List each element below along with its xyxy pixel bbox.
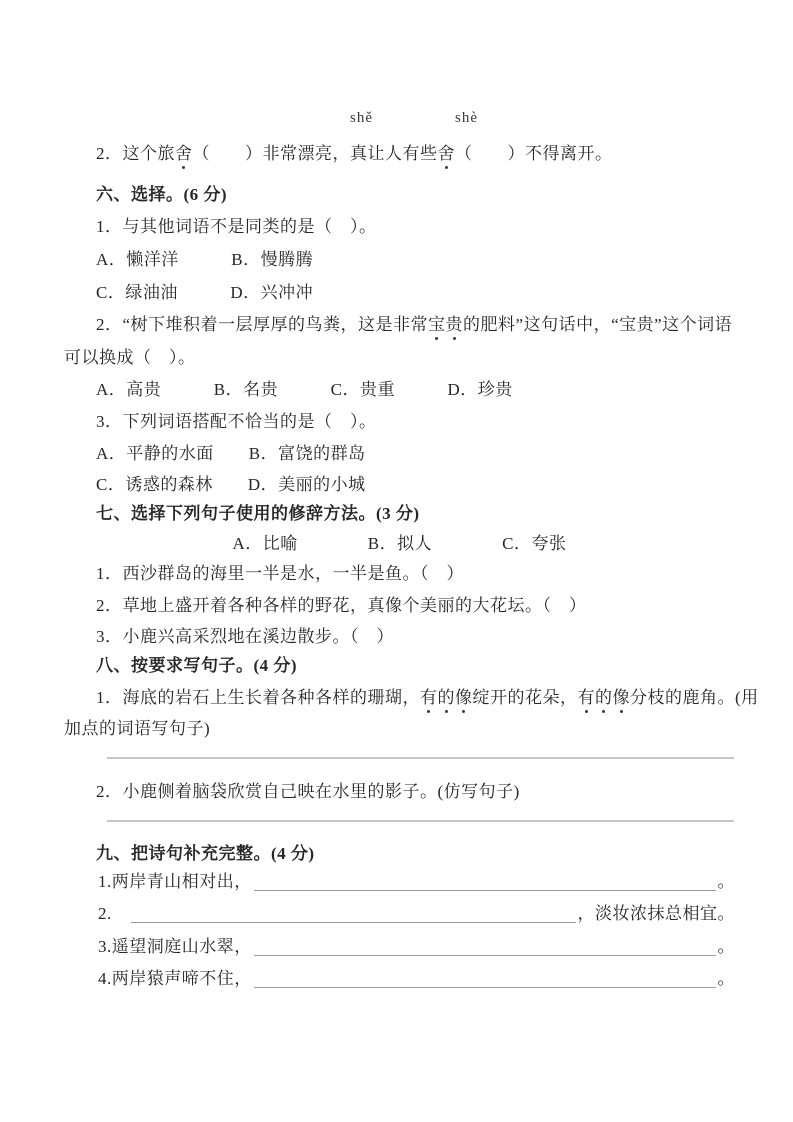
- section6-q2-options: A．高贵 B．名贵 C．贵重 D．珍贵: [96, 380, 513, 399]
- text-segment: （ ）非常漂亮，真让人有些: [192, 144, 438, 163]
- text-segment: 2．“树下堆积着一层厚厚的鸟粪，这是非常: [96, 315, 429, 334]
- section6-q3-options-ab: A．平静的水面 B．富饶的群岛: [96, 444, 366, 463]
- pinyin-annotation-she4: shè: [455, 110, 478, 126]
- pinyin-annotation-she3: shě: [350, 110, 373, 126]
- poem-lead: 4.两岸猿声啼不住，: [98, 969, 252, 988]
- poem-tail: ，淡妆浓抹总相宜。: [577, 904, 735, 923]
- poem-tail: 。: [717, 872, 735, 891]
- poem-tail: 。: [717, 937, 735, 956]
- answer-writing-line-2: [107, 820, 734, 822]
- dotted-phrase-youdexiang-2: 有的像: [577, 688, 630, 707]
- section6-question2-line2: 可以换成（ ）。: [64, 348, 196, 367]
- text-segment: 分枝的鹿角。(用: [630, 688, 759, 707]
- dotted-char-she-2: 舍: [437, 144, 455, 163]
- section9-poem-line-1: [98, 871, 735, 893]
- text-segment: 2．这个旅: [96, 144, 175, 163]
- section7-question2: 2．草地上盛开着各种各样的野花，真像个美丽的大花坛。（ ）: [96, 596, 587, 615]
- text-segment: 的肥料”这句话中，“宝贵”这个词语: [463, 315, 733, 334]
- poem-tail: 。: [717, 969, 735, 988]
- answer-blank-line: [254, 971, 716, 988]
- poem-lead: 3.遥望洞庭山水翠，: [98, 937, 252, 956]
- answer-blank-line: [131, 906, 575, 923]
- section8-question1-line2: 加点的词语写句子): [64, 719, 211, 738]
- dotted-char-she-1: 舍: [175, 144, 193, 163]
- section6-question3: 3．下列词语搭配不恰当的是（ ）。: [96, 412, 377, 431]
- section6-q3-options-cd: C．诱惑的森林 D．美丽的小城: [96, 475, 366, 494]
- answer-writing-line-1: [107, 757, 734, 759]
- section9-poem-line-2: [98, 903, 735, 925]
- section7-choice-bank: A．比喻 B．拟人 C．夸张: [232, 534, 567, 553]
- section8-question1-line1: [96, 687, 759, 709]
- answer-blank-line: [254, 939, 716, 956]
- section6-heading: 六、选择。(6 分): [96, 185, 228, 204]
- section9-heading: 九、把诗句补充完整。(4 分): [96, 844, 315, 863]
- dotted-word-baogui: 宝贵: [428, 315, 464, 334]
- section7-question3: 3．小鹿兴高采烈地在溪边散步。（ ）: [96, 627, 394, 646]
- section8-question2: 2．小鹿侧着脑袋欣赏自己映在水里的影子。(仿写句子): [96, 782, 520, 801]
- section6-q1-options-ab: A．懒洋洋 B．慢腾腾: [96, 250, 314, 269]
- poem-lead: 2.: [98, 904, 130, 923]
- section7-question1: 1．西沙群岛的海里一半是水，一半是鱼。（ ）: [96, 564, 464, 583]
- text-segment: 1．海底的岩石上生长着各种各样的珊瑚，: [96, 688, 420, 707]
- section6-question1: 1．与其他词语不是同类的是（ ）。: [96, 217, 377, 236]
- text-segment: 绽开的花朵，: [472, 688, 578, 707]
- section9-poem-line-3: [98, 936, 735, 958]
- answer-blank-line: [254, 874, 716, 891]
- section8-heading: 八、按要求写句子。(4 分): [96, 656, 298, 675]
- section7-heading: 七、选择下列句子使用的修辞方法。(3 分): [96, 504, 420, 523]
- section9-poem-line-4: [98, 968, 735, 990]
- text-segment: （ ）不得离开。: [455, 144, 613, 163]
- poem-lead: 1.两岸青山相对出，: [98, 872, 252, 891]
- dotted-phrase-youdexiang-1: 有的像: [420, 688, 473, 707]
- section6-q1-options-cd: C．绿油油 D．兴冲冲: [96, 283, 314, 302]
- pronunciation-fill-item: [96, 143, 613, 165]
- section6-question2-line1: [96, 314, 732, 336]
